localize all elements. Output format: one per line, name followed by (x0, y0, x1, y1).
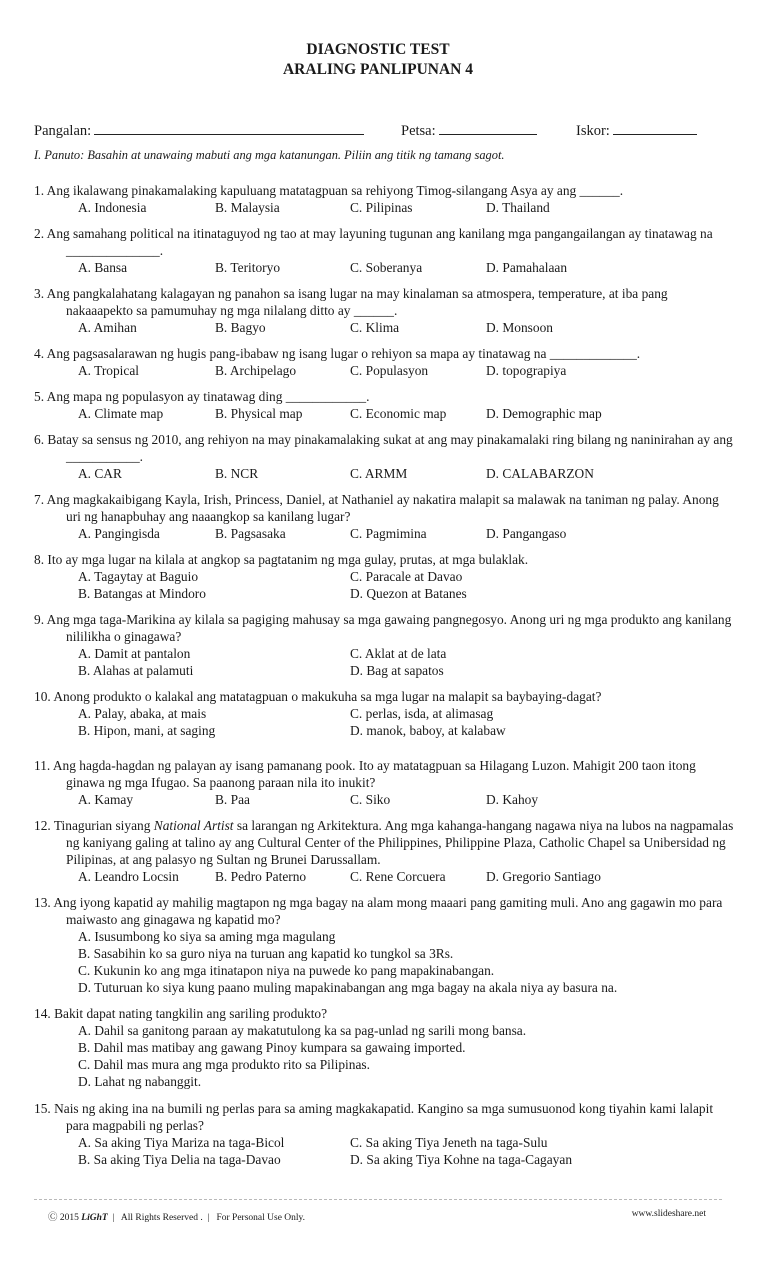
subject-title: ARALING PANLIPUNAN 4 (282, 61, 474, 78)
choice-d: D. CALABARZON (486, 466, 594, 481)
date-blank (439, 121, 537, 135)
question-stem (34, 817, 734, 868)
question-stem: 3. Ang pangkalahatang kalagayan ng panahon sa isang lugar na may kinalaman sa atmospera, temperature, at iba pang nakaaapekto sa pamumuhay ng mga nilalang ditto ay ______. (34, 286, 668, 318)
question-8 (34, 551, 734, 602)
choice-d: D. topograpiya (486, 363, 567, 378)
question-stem: 4. Ang pagsasalarawan ng hugis pang-ibabaw ng isang lugar o rehiyon sa mapa ay tinatawag na _____________. (34, 346, 641, 361)
question-stem: 5. Ang mapa ng populasyon ay tinatawag ding ____________. (34, 389, 370, 404)
score-blank (613, 121, 697, 135)
choice-d: D. Pangangaso (486, 526, 567, 541)
question-7 (34, 491, 734, 542)
choice-b: B. Bagyo (215, 320, 266, 335)
choice-b: B. Sa aking Tiya Delia na taga-Davao (78, 1152, 281, 1167)
question-stem: 14. Bakit dapat nating tangkilin ang sariling produkto? (34, 1006, 328, 1021)
choice-a: A. Pangingisda (78, 526, 160, 541)
name-label: Pangalan: (34, 123, 92, 139)
footer-copyright (48, 1209, 305, 1223)
choice-c: C. Kukunin ko ang mga itinatapon niya na puwede ko pang mapakinabangan. (78, 963, 495, 978)
choice-a: A. Damit at pantalon (78, 646, 191, 661)
question-12 (34, 817, 734, 885)
choice-b: B. NCR (215, 466, 259, 481)
choice-d: D. Monsoon (486, 320, 553, 335)
choice-a: A. Bansa (78, 260, 128, 275)
choice-c: C. Pagmimina (350, 526, 427, 541)
choice-a: A. Dahil sa ganitong paraan ay makatutulong ka sa pag-unlad ng sarili mong bansa. (78, 1023, 527, 1038)
question-stem: 7. Ang magkakaibigang Kayla, Irish, Princess, Daniel, at Nathaniel ay nakatira malapit sa malawak na taniman ng palay. Anong uri ng hanapbuhay ang naaangkop sa kanilang lugar? (34, 492, 719, 524)
choice-b: B. Archipelago (215, 363, 297, 378)
question-13 (34, 894, 734, 996)
choice-a: A. CAR (78, 466, 122, 481)
choice-a: A. Kamay (78, 792, 134, 807)
choice-d: D. Kahoy (486, 792, 539, 807)
choice-c: C. Dahil mas mura ang mga produkto rito sa Pilipinas. (78, 1057, 370, 1072)
choice-a: A. Climate map (78, 406, 164, 421)
choice-a: A. Indonesia (78, 200, 147, 215)
choice-d: D. Thailand (486, 200, 550, 215)
question-1 (34, 182, 734, 216)
choice-c: C. Pilipinas (350, 200, 413, 215)
question-9 (34, 611, 734, 679)
choice-b: B. Teritoryo (215, 260, 281, 275)
choice-b: B. Pedro Paterno (215, 869, 307, 884)
footer-site: www.slideshare.net (631, 1209, 706, 1219)
choice-b: B. Physical map (215, 406, 303, 421)
choice-a: A. Palay, abaka, at mais (78, 706, 207, 721)
question-stem: 9. Ang mga taga-Marikina ay kilala sa pagiging mahusay sa mga gawaing pangnegosyo. Anong uri ng mga produkto ang kanilang nililikha o ginagawa? (34, 612, 732, 644)
question-stem: 13. Ang iyong kapatid ay mahilig magtapon ng mga bagay na alam mong maaari pang gamiting muli. Ano ang gagawin mo para maiwasto ang ginagawa ng kapatid mo? (34, 895, 723, 927)
name-field (34, 121, 364, 140)
choice-c: C. Rene Corcuera (350, 869, 446, 884)
choice-c: C. Siko (350, 792, 391, 807)
question-stem: 11. Ang hagda-hagdan ng palayan ay isang pamanang pook. Ito ay matatagpuan sa Hilagang Luzon. Mahigit 200 taon itong ginawa ng mga Ifugao. Sa paanong paraan nila ito inukit? (34, 758, 696, 790)
question-stem: 6. Batay sa sensus ng 2010, ang rehiyon na may pinakamalaking sukat at ang may pinakamalaki ring bilang ng naninirahan ay ang ___________. (34, 432, 733, 464)
score-field (576, 121, 697, 140)
choice-a: A. Tropical (78, 363, 140, 378)
question-4 (34, 345, 734, 379)
footer-rights: | All Rights Reserved . | For Personal Use Only. (107, 1213, 306, 1223)
score-label: Iskor: (576, 123, 610, 139)
footer-year: 2015 (59, 1213, 79, 1223)
question-stem: 2. Ang samahang political na itinataguyod ng tao at may layuning tugunan ang kanilang mga pangangailangan ay tinatawag na ______________. (34, 226, 713, 258)
choice-c: C. Economic map (350, 406, 447, 421)
question-stem: 10. Anong produkto o kalakal ang matatagpuan o makukuha sa mga lugar na malapit sa baybaying-dagat? (34, 689, 602, 704)
date-label: Petsa: (401, 123, 436, 139)
choice-a: A. Leandro Locsin (78, 869, 179, 884)
choice-c: C. Klima (350, 320, 400, 335)
question-5 (34, 388, 734, 422)
question-11 (34, 757, 734, 808)
choice-b: B. Dahil mas matibay ang gawang Pinoy kumpara sa gawaing imported. (78, 1040, 466, 1055)
choice-c: C. Sa aking Tiya Jeneth na taga-Sulu (350, 1135, 548, 1150)
choice-c: C. perlas, isda, at alimasag (350, 706, 494, 721)
question-10 (34, 688, 734, 739)
question-6 (34, 431, 734, 482)
question-stem: 1. Ang ikalawang pinakamalaking kapuluang matatagpuan sa rehiyong Timog-silangang Asya ay ang ______. (34, 183, 624, 198)
choice-a: A. Amihan (78, 320, 137, 335)
choice-a: A. Tagaytay at Baguio (78, 569, 199, 584)
question-15 (34, 1100, 734, 1168)
choice-c: C. ARMM (350, 466, 408, 481)
footer-brand: LiGhT (81, 1213, 108, 1223)
instructions: I. Panuto: Basahin at unawaing mabuti ang mga katanungan. Piliin ang titik ng tamang sagot. (34, 148, 505, 162)
stem-part: sa larangan ng Arkitektura. Ang mga kahanga-hangang nagawa niya na lubos na nagpamalas ng kaniyang galing at talino ay ang Cultural Center of the Philippines, Philippine Plaza, Catholic Chapel sa Unibersidad ng Pilipinas, at ang palasyo ng Sultan ng Brunei Darussallam. (66, 818, 734, 867)
choice-b: B. Malaysia (215, 200, 280, 215)
choice-d: D. Demographic map (486, 406, 602, 421)
choice-d: D. Bag at sapatos (350, 663, 444, 678)
choice-d: D. Gregorio Santiago (486, 869, 601, 884)
choice-b: B. Sasabihin ko sa guro niya na turuan ang kapatid ko tungkol sa 3Rs. (78, 946, 454, 961)
question-stem: 8. Ito ay mga lugar na kilala at angkop sa pagtatanim ng mga gulay, prutas, at mga bulaklak. (34, 552, 529, 567)
choice-b: B. Paa (215, 792, 250, 807)
choice-c: C. Populasyon (350, 363, 429, 378)
stem-part: 12. Tinagurian siyang (34, 818, 154, 833)
choice-a: A. Isusumbong ko siya sa aming mga magulang (78, 929, 336, 944)
choice-d: D. manok, baboy, at kalabaw (350, 723, 506, 738)
stem-emphasis: National Artist (153, 818, 234, 833)
choice-c: C. Soberanya (350, 260, 423, 275)
choice-d: D. Quezon at Batanes (350, 586, 467, 601)
date-field (401, 121, 537, 140)
choice-c: C. Paracale at Davao (350, 569, 463, 584)
choice-d: D. Tuturuan ko siya kung paano muling mapakinabangan ang mga bagay na akala niya ay basura na. (78, 980, 618, 995)
question-stem: 15. Nais ng aking ina na bumili ng perlas para sa aming magkakapatid. Kangino sa mga sumusuonod kong tiyahin kami lalapit para magpabili ng perlas? (34, 1101, 714, 1133)
question-14 (34, 1005, 734, 1090)
choice-b: B. Hipon, mani, at saging (78, 723, 216, 738)
choice-d: D. Lahat ng nabanggit. (78, 1074, 202, 1089)
choice-b: B. Pagsasaka (215, 526, 286, 541)
choice-a: A. Sa aking Tiya Mariza na taga-Bicol (78, 1135, 285, 1150)
choice-d: D. Pamahalaan (486, 260, 568, 275)
footer-divider (34, 1199, 722, 1200)
choice-c: C. Aklat at de lata (350, 646, 447, 661)
choice-d: D. Sa aking Tiya Kohne na taga-Cagayan (350, 1152, 573, 1167)
name-blank (94, 121, 364, 135)
copyright-icon: Ⓒ (48, 1213, 58, 1223)
question-3 (34, 285, 734, 336)
test-title: DIAGNOSTIC TEST (306, 41, 450, 58)
choice-b: B. Batangas at Mindoro (78, 586, 206, 601)
question-2 (34, 225, 734, 276)
choice-b: B. Alahas at palamuti (78, 663, 194, 678)
